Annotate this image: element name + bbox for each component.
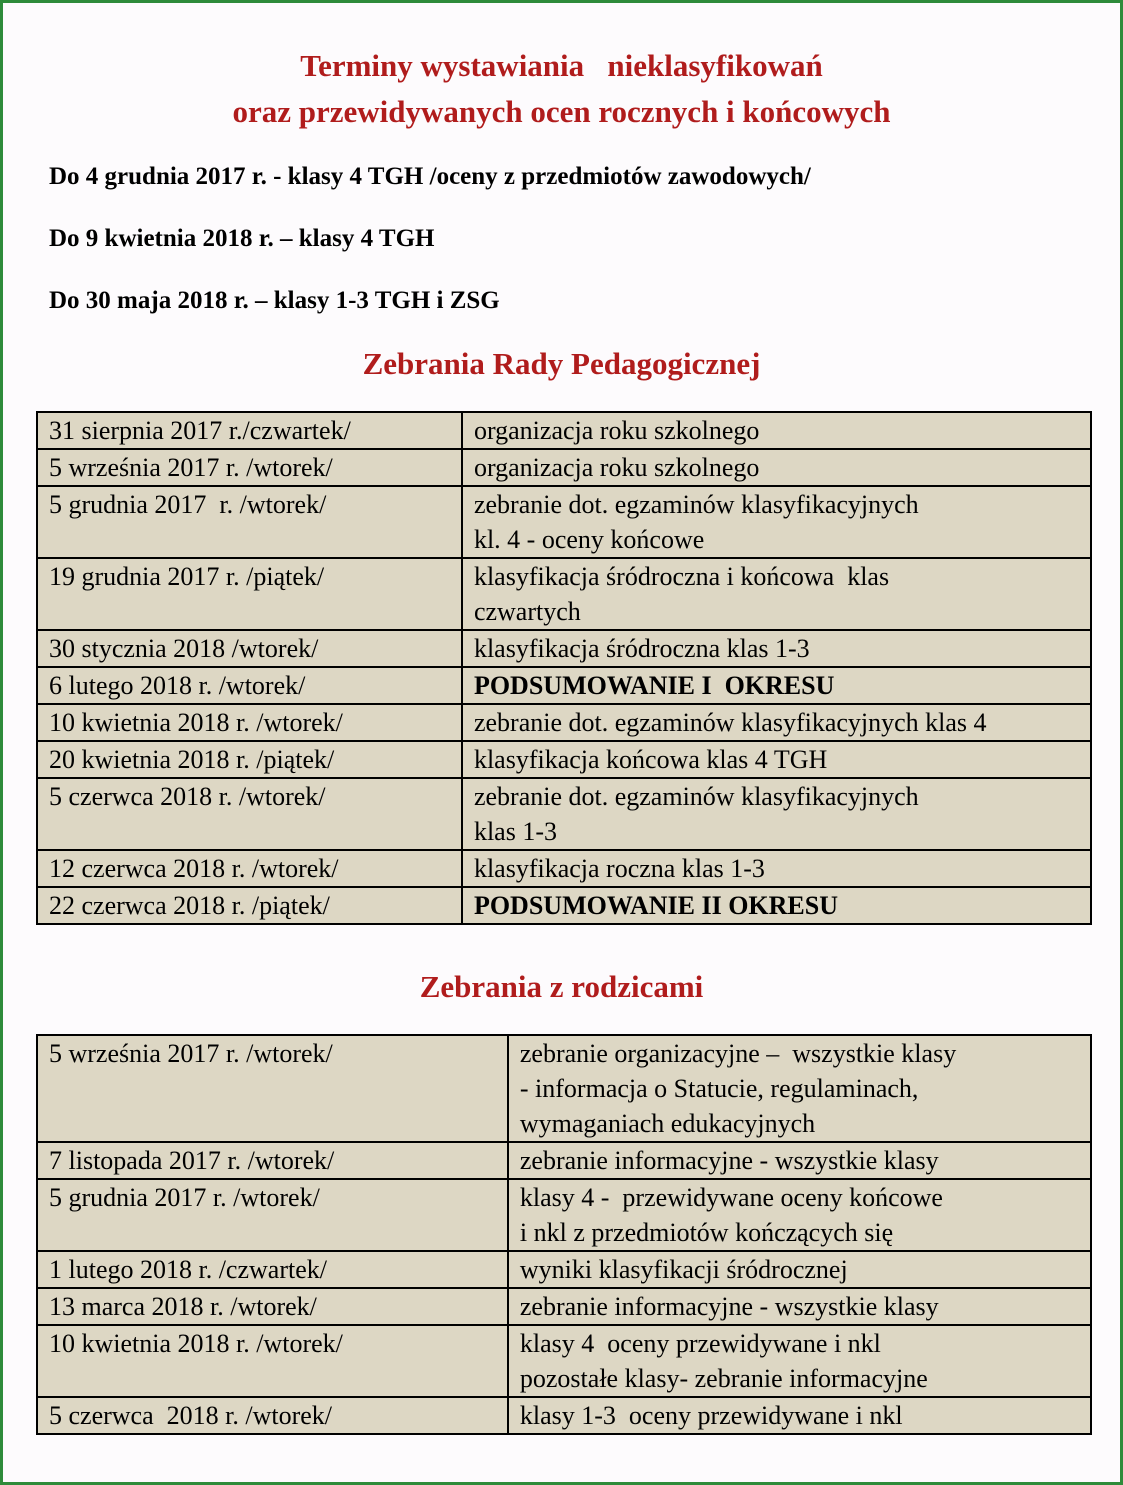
- date-cell: 5 września 2017 r. /wtorek/: [37, 449, 462, 486]
- description-cell: zebranie dot. egzaminów klasyfikacyjnych kl. 4 - oceny końcowe: [462, 486, 1091, 558]
- date-cell: 31 sierpnia 2017 r./czwartek/: [37, 412, 462, 449]
- date-cell: 19 grudnia 2017 r. /piątek/: [37, 558, 462, 630]
- description-cell: zebranie organizacyjne – wszystkie klasy - informacja o Statucie, regulaminach, wymaganiach edukacyjnych: [508, 1035, 1091, 1142]
- table-row: [37, 741, 1091, 778]
- page-title-line-2: oraz przewidywanych ocen rocznych i końcowych: [232, 94, 891, 129]
- deadline-3: Do 30 maja 2018 r. – klasy 1-3 TGH i ZSG: [49, 287, 500, 314]
- table-row: [37, 667, 1091, 704]
- description-cell: zebranie informacyjne - wszystkie klasy: [508, 1288, 1091, 1325]
- date-cell: 1 lutego 2018 r. /czwartek/: [37, 1251, 508, 1288]
- date-cell: 20 kwietnia 2018 r. /piątek/: [37, 741, 462, 778]
- table-row: [37, 1179, 1091, 1251]
- description-cell: organizacja roku szkolnego: [462, 449, 1091, 486]
- table-row: [37, 1035, 1091, 1142]
- table-row: [37, 778, 1091, 850]
- description-cell: klasyfikacja śródroczna klas 1-3: [462, 630, 1091, 667]
- table-row: [37, 630, 1091, 667]
- table-row: [37, 1142, 1091, 1179]
- description-cell: klasy 4 oceny przewidywane i nkl pozostałe klasy- zebranie informacyjne: [508, 1325, 1091, 1397]
- table-row: [37, 412, 1091, 449]
- description-cell: klasy 1-3 oceny przewidywane i nkl: [508, 1397, 1091, 1434]
- description-cell: PODSUMOWANIE II OKRESU: [462, 887, 1091, 924]
- page-title-line-1: Terminy wystawiania nieklasyfikowań: [300, 48, 823, 83]
- description-cell: klasyfikacja roczna klas 1-3: [462, 850, 1091, 887]
- description-cell: klasyfikacja końcowa klas 4 TGH: [462, 741, 1091, 778]
- date-cell: 5 grudnia 2017 r. /wtorek/: [37, 486, 462, 558]
- description-cell: wyniki klasyfikacji śródrocznej: [508, 1251, 1091, 1288]
- table-row: [37, 1288, 1091, 1325]
- description-cell: organizacja roku szkolnego: [462, 412, 1091, 449]
- date-cell: 5 czerwca 2018 r. /wtorek/: [37, 778, 462, 850]
- rada-table: [36, 411, 1092, 925]
- table-row: [37, 704, 1091, 741]
- table-row: [37, 887, 1091, 924]
- date-cell: 7 listopada 2017 r. /wtorek/: [37, 1142, 508, 1179]
- date-cell: 10 kwietnia 2018 r. /wtorek/: [37, 1325, 508, 1397]
- date-cell: 12 czerwca 2018 r. /wtorek/: [37, 850, 462, 887]
- description-cell: PODSUMOWANIE I OKRESU: [462, 667, 1091, 704]
- date-cell: 13 marca 2018 r. /wtorek/: [37, 1288, 508, 1325]
- table-row: [37, 486, 1091, 558]
- date-cell: 22 czerwca 2018 r. /piątek/: [37, 887, 462, 924]
- table-row: [37, 1397, 1091, 1434]
- date-cell: 5 czerwca 2018 r. /wtorek/: [37, 1397, 508, 1434]
- table-row: [37, 1251, 1091, 1288]
- rodzice-heading: Zebrania z rodzicami: [419, 969, 704, 1004]
- description-cell: zebranie dot. egzaminów klasyfikacyjnych klas 1-3: [462, 778, 1091, 850]
- table-row: [37, 558, 1091, 630]
- deadline-1: Do 4 grudnia 2017 r. - klasy 4 TGH /oceny z przedmiotów zawodowych/: [49, 163, 811, 190]
- description-cell: zebranie informacyjne - wszystkie klasy: [508, 1142, 1091, 1179]
- description-cell: zebranie dot. egzaminów klasyfikacyjnych klas 4: [462, 704, 1091, 741]
- date-cell: 30 stycznia 2018 /wtorek/: [37, 630, 462, 667]
- table-row: [37, 449, 1091, 486]
- date-cell: 10 kwietnia 2018 r. /wtorek/: [37, 704, 462, 741]
- table-row: [37, 850, 1091, 887]
- date-cell: 5 września 2017 r. /wtorek/: [37, 1035, 508, 1142]
- rodzice-table: [36, 1034, 1092, 1435]
- description-cell: klasy 4 - przewidywane oceny końcowe i nkl z przedmiotów kończących się: [508, 1179, 1091, 1251]
- date-cell: 6 lutego 2018 r. /wtorek/: [37, 667, 462, 704]
- rada-heading: Zebrania Rady Pedagogicznej: [362, 346, 761, 381]
- table-row: [37, 1325, 1091, 1397]
- deadline-2: Do 9 kwietnia 2018 r. – klasy 4 TGH: [49, 225, 435, 252]
- date-cell: 5 grudnia 2017 r. /wtorek/: [37, 1179, 508, 1251]
- description-cell: klasyfikacja śródroczna i końcowa klas czwartych: [462, 558, 1091, 630]
